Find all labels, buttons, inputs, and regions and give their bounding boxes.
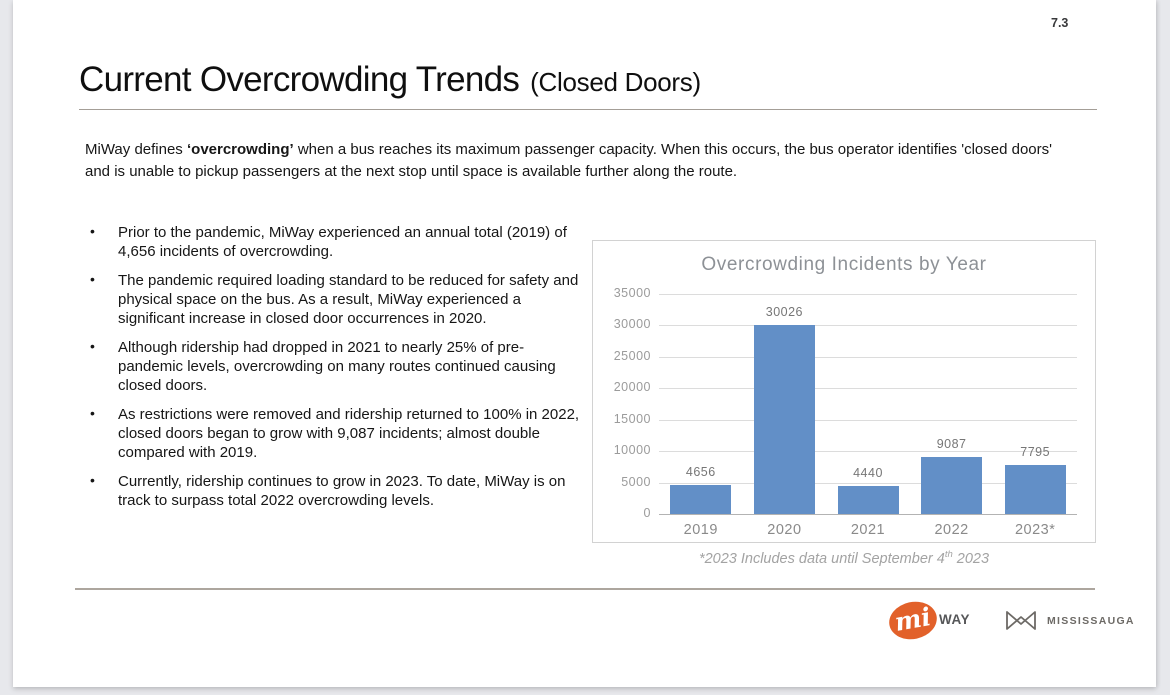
intro-paragraph bbox=[85, 139, 1065, 182]
bar-2023 bbox=[1005, 465, 1066, 514]
gridline-20000 bbox=[659, 388, 1077, 389]
miway-logo bbox=[889, 598, 989, 644]
footnote-sup: th bbox=[944, 549, 953, 560]
y-tick-label-30000: 30000 bbox=[613, 317, 651, 332]
bar-value-label-2023: 7795 bbox=[1020, 445, 1051, 459]
y-tick-label-0: 0 bbox=[643, 506, 651, 520]
intro-post: when a bus reaches its maximum passenger capacity. When this occurs, the bus operator identifies 'closed doors' and is unable to pickup passengers at the next stop until space is available further along the route. bbox=[85, 141, 1052, 180]
y-tick-label-20000: 20000 bbox=[613, 380, 651, 395]
bullet-item-2: • The pandemic required loading standard to be reduced for safety and physical space on the bus. As a result, MiWay experienced a significant increase in closed door occurrences in 2020. bbox=[87, 271, 589, 328]
bar-value-label-2020: 30026 bbox=[765, 305, 804, 320]
bar-2021 bbox=[838, 486, 899, 514]
mississauga-m-icon bbox=[1005, 608, 1037, 633]
bullet-item-5: • Currently, ridership continues to grow in 2023. To date, MiWay is on track to surpass total 2022 overcrowding levels. bbox=[87, 472, 589, 510]
gridline-15000 bbox=[659, 420, 1077, 421]
miway-mi-text: mi bbox=[892, 601, 933, 637]
slide-title bbox=[79, 60, 701, 100]
bar-value-label-2022: 9087 bbox=[936, 436, 967, 451]
gridline-35000 bbox=[659, 294, 1077, 295]
y-tick-label-10000: 10000 bbox=[613, 443, 651, 458]
bar-value-label-2021: 4440 bbox=[853, 466, 883, 481]
footnote-post: 2023 bbox=[952, 550, 990, 567]
chart-title: Overcrowding Incidents by Year bbox=[701, 254, 987, 275]
chart-plot bbox=[659, 294, 1077, 538]
miway-way-text: WAY bbox=[939, 612, 971, 627]
y-tick-label-5000: 5000 bbox=[621, 474, 651, 489]
bar-value-label-2019: 4656 bbox=[685, 464, 716, 479]
intro-bold-term: ‘overcrowding’ bbox=[186, 141, 294, 158]
gridline-30000 bbox=[659, 325, 1077, 326]
overcrowding-chart bbox=[592, 240, 1096, 543]
title-underline bbox=[79, 109, 1097, 110]
x-tick-label-2023: 2023* bbox=[1014, 522, 1056, 538]
bar-2022 bbox=[921, 457, 982, 514]
y-tick-label-35000: 35000 bbox=[613, 286, 651, 300]
y-tick-label-15000: 15000 bbox=[613, 411, 651, 426]
x-tick-label-2022: 2022 bbox=[934, 522, 969, 538]
chart-y-axis bbox=[597, 286, 653, 520]
gridline-25000 bbox=[659, 357, 1077, 358]
x-tick-label-2021: 2021 bbox=[850, 522, 886, 538]
bottom-divider bbox=[75, 588, 1095, 590]
mississauga-wordmark: MISSISSAUGA bbox=[1047, 615, 1135, 627]
bullet-list bbox=[87, 223, 589, 520]
slide-title-main: Current Overcrowding Trends bbox=[79, 60, 520, 99]
intro-pre: MiWay defines bbox=[85, 141, 187, 158]
chart-footnote bbox=[592, 549, 1096, 567]
gridline-0 bbox=[659, 514, 1077, 515]
y-tick-label-25000: 25000 bbox=[613, 348, 651, 363]
miway-ellipse-icon bbox=[886, 597, 941, 643]
bar-2019 bbox=[670, 485, 731, 514]
page-number: 7.3 bbox=[1051, 16, 1069, 30]
bullet-item-3: • Although ridership had dropped in 2021 to nearly 25% of pre-pandemic levels, overcrowding on many routes continued causing closed doors. bbox=[87, 338, 589, 395]
x-tick-label-2020: 2020 bbox=[767, 522, 802, 538]
slide-title-suffix: (Closed Doors) bbox=[530, 67, 701, 97]
x-tick-label-2019: 2019 bbox=[683, 522, 718, 538]
bullet-item-4: • As restrictions were removed and ridership returned to 100% in 2022, closed doors began to grow with 9,087 incidents; almost double compared with 2019. bbox=[87, 405, 589, 462]
bullet-item-1: • Prior to the pandemic, MiWay experienced an annual total (2019) of 4,656 incidents of overcrowding. bbox=[87, 223, 589, 261]
footnote-pre: *2023 Includes data until September 4 bbox=[698, 550, 945, 567]
bar-2020 bbox=[754, 325, 815, 514]
slide-page bbox=[13, 0, 1156, 687]
